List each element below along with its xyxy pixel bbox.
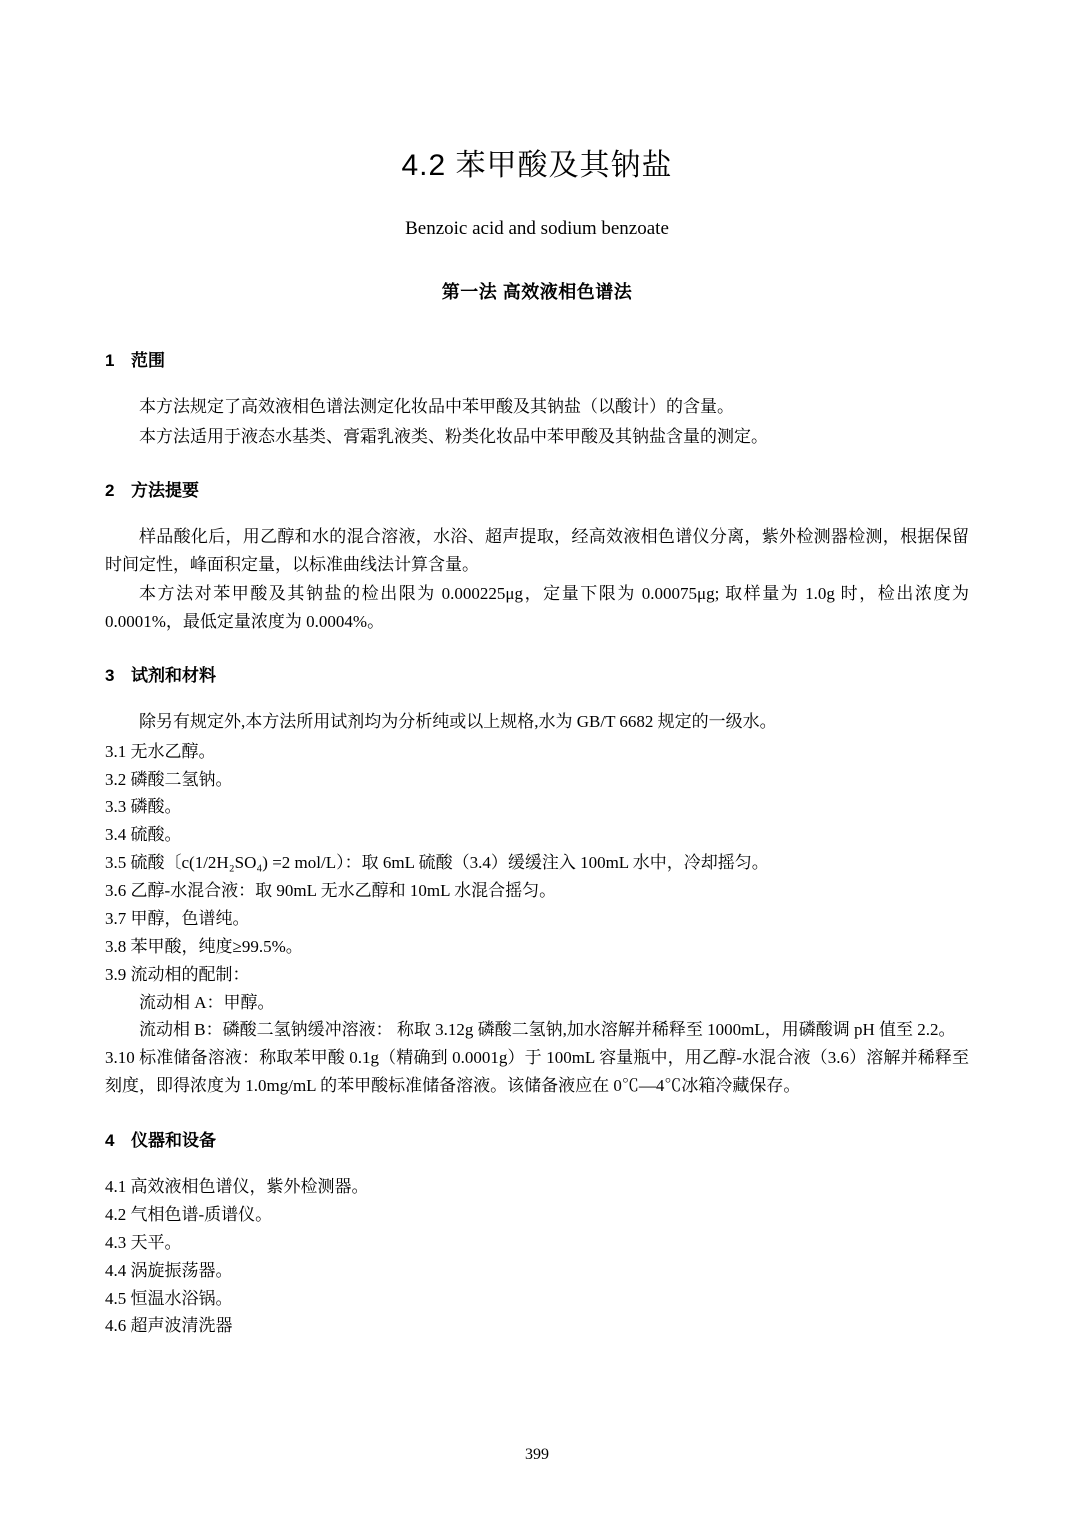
item-number: 3.10 <box>105 1048 135 1068</box>
section-title-2: 方法提要 <box>131 481 199 501</box>
sub-list-item: 流动相 A：甲醇。 <box>139 992 275 1012</box>
item-number: 4.3 <box>105 1232 127 1252</box>
section-body-4 <box>105 1173 969 1340</box>
item-text: 无水乙醇。 <box>130 741 216 761</box>
item-text: 流动相的配制： <box>130 964 250 984</box>
list-item <box>105 1229 969 1257</box>
item-text: 气相色谱-质谱仪。 <box>130 1204 273 1224</box>
section-number-4: 4 <box>105 1131 115 1151</box>
item-text: 苯甲酸，纯度≥99.5%。 <box>130 936 303 956</box>
paragraph: 本方法对苯甲酸及其钠盐的检出限为 0.000225μg，定量下限为 0.00075μg; 取样量为 1.0g 时，检出浓度为 0.0001%，最低定量浓度为 0.0004%。 <box>105 584 969 631</box>
item-number: 4.4 <box>105 1260 127 1280</box>
section-title-1: 范围 <box>131 351 165 370</box>
item-text: 恒温水浴锅。 <box>130 1288 233 1308</box>
item-number: 3.8 <box>105 936 127 956</box>
item-number: 3.3 <box>105 797 127 817</box>
section-heading-4 <box>105 1126 969 1151</box>
item-text: 标准储备溶液：称取苯甲酸 0.1g（精确到 0.0001g）于 100mL 容量瓶中，用乙醇-水混合液（3.6）溶解并稀释至刻度，即得浓度为 1.0mg/mL 的苯甲酸标准储备溶液。该储备液应在 0℃—4℃冰箱冷藏保存。 <box>105 1048 970 1096</box>
section-lead-paragraph: 除另有规定外,本方法所用试剂均为分析纯或以上规格,水为 GB/T 6682 规定的一级水。 <box>139 712 777 732</box>
method-heading: 第一法 高效液相色谱法 <box>441 282 633 302</box>
item-text: 超声波清洗器 <box>130 1316 233 1336</box>
paragraph: 样品酸化后，用乙醇和水的混合溶液，水浴、超声提取，经高效液相色谱仪分离，紫外检测器检测，根据保留时间定性，峰面积定量，以标准曲线法计算含量。 <box>105 527 969 574</box>
item-text: 天平。 <box>130 1232 182 1252</box>
page-number: 399 <box>525 1446 549 1463</box>
list-item <box>105 961 969 989</box>
item-text: 高效液相色谱仪，紫外检测器。 <box>130 1177 369 1197</box>
section-heading-2 <box>105 476 969 501</box>
list-item <box>105 766 969 794</box>
item-text: 磷酸二氢钠。 <box>130 769 233 789</box>
item-number: 4.2 <box>105 1204 127 1224</box>
list-item <box>105 1285 969 1313</box>
section-number-1: 1 <box>105 351 115 370</box>
section-number-2: 2 <box>105 481 115 501</box>
section-heading-1 <box>105 346 969 371</box>
section-body-2 <box>105 523 969 635</box>
list-item <box>105 849 969 877</box>
section-title-4: 仪器和设备 <box>131 1131 216 1151</box>
list-item <box>105 1173 969 1201</box>
list-item <box>105 821 969 849</box>
item-number: 3.7 <box>105 908 127 928</box>
page-subtitle: Benzoic acid and sodium benzoate <box>405 218 669 239</box>
item-number: 3.5 <box>105 853 127 873</box>
item-number: 4.6 <box>105 1316 127 1336</box>
item-text: 甲醇，色谱纯。 <box>130 908 250 928</box>
paragraph: 本方法适用于液态水基类、膏霜乳液类、粉类化妆品中苯甲酸及其钠盐含量的测定。 <box>139 426 768 446</box>
list-item <box>105 905 969 933</box>
item-number: 3.6 <box>105 881 127 901</box>
list-item <box>105 1257 969 1285</box>
item-number: 4.5 <box>105 1288 127 1308</box>
item-number: 3.2 <box>105 769 127 789</box>
section-body-3 <box>105 708 969 1100</box>
item-text: 硫酸。 <box>130 825 182 845</box>
page-title: 4.2 苯甲酸及其钠盐 <box>401 149 673 182</box>
list-item <box>105 738 969 766</box>
item-number: 4.1 <box>105 1177 127 1197</box>
item-text: 硫酸〔c(1/2H₂SO₄) =2 mol/L）：取 6mL 硫酸（3.4）缓缓注入 100mL 水中，冷却摇匀。 <box>130 853 769 873</box>
list-item <box>105 933 969 961</box>
list-item <box>105 1201 969 1229</box>
section-heading-3 <box>105 661 969 686</box>
section-title-3: 试剂和材料 <box>131 666 216 686</box>
sub-list-item: 流动相 B：磷酸二氢钠缓冲溶液： 称取 3.12g 磷酸二氢钠,加水溶解并稀释至 1000mL，用磷酸调 pH 值至 2.2。 <box>139 1020 956 1040</box>
section-body-1 <box>105 393 969 450</box>
item-number: 3.9 <box>105 964 127 984</box>
list-item <box>105 793 969 821</box>
item-text: 乙醇-水混合液：取 90mL 无水乙醇和 10mL 水混合摇匀。 <box>130 881 557 901</box>
list-item <box>105 1044 969 1100</box>
list-item <box>105 877 969 905</box>
item-number: 3.4 <box>105 825 127 845</box>
list-item <box>105 1312 969 1340</box>
item-text: 涡旋振荡器。 <box>130 1260 233 1280</box>
item-number: 3.1 <box>105 741 127 761</box>
paragraph: 本方法规定了高效液相色谱法测定化妆品中苯甲酸及其钠盐（以酸计）的含量。 <box>139 397 734 416</box>
section-number-3: 3 <box>105 666 115 686</box>
item-text: 磷酸。 <box>130 797 182 817</box>
